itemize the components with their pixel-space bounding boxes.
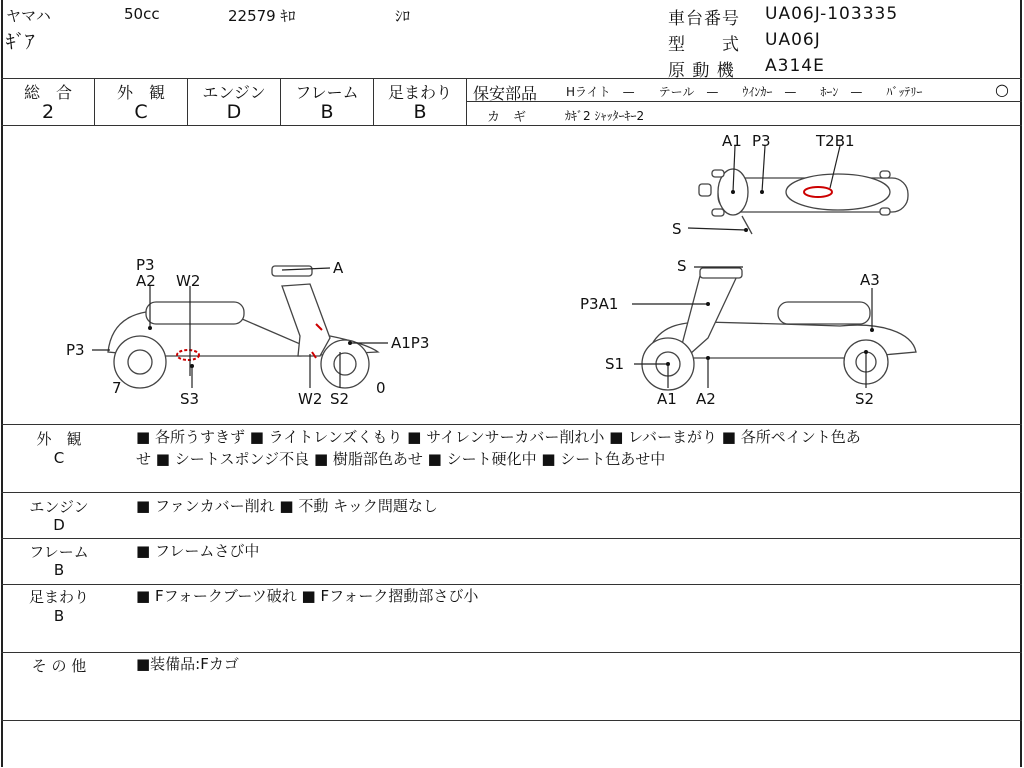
label-left-s3: S3 <box>180 390 200 408</box>
type-value: UA06J <box>765 30 821 50</box>
label-left-w2-bottom: W2 <box>298 390 323 408</box>
remark-label-engine: エンジン <box>29 498 89 516</box>
rule-remarks-bottom <box>1 720 1022 721</box>
battery-mark: ○ <box>995 80 1009 99</box>
label-top-p3: P3 <box>752 132 771 150</box>
remark-text-other: ■装備品:Fカゴ <box>136 655 239 673</box>
safety-items: Hライト — テール — ｳｲﾝｶｰ — ﾎｰﾝ — ﾊﾞｯﾃﾘｰ <box>566 85 923 99</box>
grade-value-overall: 2 <box>41 101 55 123</box>
remark-text-exterior-2: せ ■ シートスポンジ不良 ■ 樹脂部色あせ ■ シート硬化中 ■ シート色あせ中 <box>136 450 666 468</box>
label-left-a1p3: A1P3 <box>391 334 430 352</box>
label-right-a2: A2 <box>696 390 716 408</box>
rule-remarks-top <box>1 424 1022 425</box>
grade-value-suspension: B <box>413 101 427 123</box>
color: ｼﾛ <box>395 7 411 25</box>
label-top-s: S <box>672 220 682 238</box>
mileage: 22579 ｷﾛ <box>228 7 296 25</box>
grade-value-exterior: C <box>134 101 148 123</box>
label-top-a1: A1 <box>722 132 742 150</box>
grade-label-suspension: 足まわり <box>387 83 452 102</box>
label-right-p3a1: P3A1 <box>580 295 619 313</box>
grade-label-engine: エンジン <box>202 83 266 102</box>
label-right-s1: S1 <box>605 355 625 373</box>
grade-value-frame: B <box>320 101 334 123</box>
top-view <box>699 169 908 234</box>
grade-value-engine: D <box>226 101 242 123</box>
grade-label-overall: 総 合 <box>23 83 72 102</box>
remark-label-frame: フレーム <box>29 543 89 561</box>
remark-grade-frame: B <box>53 561 65 579</box>
label-left-0: 0 <box>376 379 386 397</box>
remark-text-exterior-1: ■ 各所うすきず ■ ライトレンズくもり ■ サイレンサーカバー削れ小 ■ レバーまがり ■ 各所ペイント色あ <box>136 428 861 446</box>
scooter-diagram <box>0 126 1024 424</box>
remark-label-suspension: 足まわり <box>28 588 89 606</box>
label-left-w2-top: W2 <box>176 272 201 290</box>
displacement: 50cc <box>124 5 160 23</box>
label-top-t2b1: T2B1 <box>816 132 855 150</box>
label-right-s: S <box>677 257 687 275</box>
type-label: 型 式 <box>668 35 740 55</box>
rule-remarks <box>1 538 1022 539</box>
label-left-s2: S2 <box>330 390 350 408</box>
label-right-s2: S2 <box>855 390 875 408</box>
remark-text-engine: ■ ファンカバー削れ ■ 不動 キック問題なし <box>136 497 438 515</box>
remark-label-exterior: 外 観 <box>36 430 82 448</box>
remark-text-frame: ■ フレームさび中 <box>136 542 260 560</box>
keys-label: カ ギ <box>487 110 527 125</box>
remark-grade-exterior: C <box>53 449 65 467</box>
label-left-a2: A2 <box>136 272 156 290</box>
chassis-label: 車台番号 <box>668 9 740 29</box>
rule-grade-top <box>1 78 1022 79</box>
safety-divider <box>466 101 1022 102</box>
safety-label: 保安部品 <box>473 84 538 103</box>
rule-remarks <box>1 492 1022 493</box>
grade-label-exterior: 外 観 <box>116 83 165 102</box>
engine-value: A314E <box>765 56 825 76</box>
label-left-a: A <box>333 259 344 277</box>
maker: ヤマハ <box>6 7 51 25</box>
label-left-p3-side: P3 <box>66 341 85 359</box>
engine-label: 原 動 機 <box>668 61 735 81</box>
label-left-7: 7 <box>112 379 122 397</box>
remark-label-other: そ の 他 <box>31 657 87 675</box>
label-right-a3: A3 <box>860 271 880 289</box>
label-right-a1: A1 <box>657 390 677 408</box>
label-left-p3: P3 <box>136 256 155 274</box>
remark-grade-suspension: B <box>53 607 65 625</box>
keys-value: ｶｷﾞ2 ｼｬｯﾀｰｷｰ2 <box>565 109 645 123</box>
chassis-value: UA06J-103335 <box>765 4 899 24</box>
grade-label-frame: フレーム <box>295 83 359 102</box>
model-name: ｷﾞｱ <box>6 31 35 53</box>
remark-grade-engine: D <box>53 516 65 534</box>
remark-text-suspension: ■ Fフォークブーツ破れ ■ Fフォーク摺動部さび小 <box>136 587 479 605</box>
